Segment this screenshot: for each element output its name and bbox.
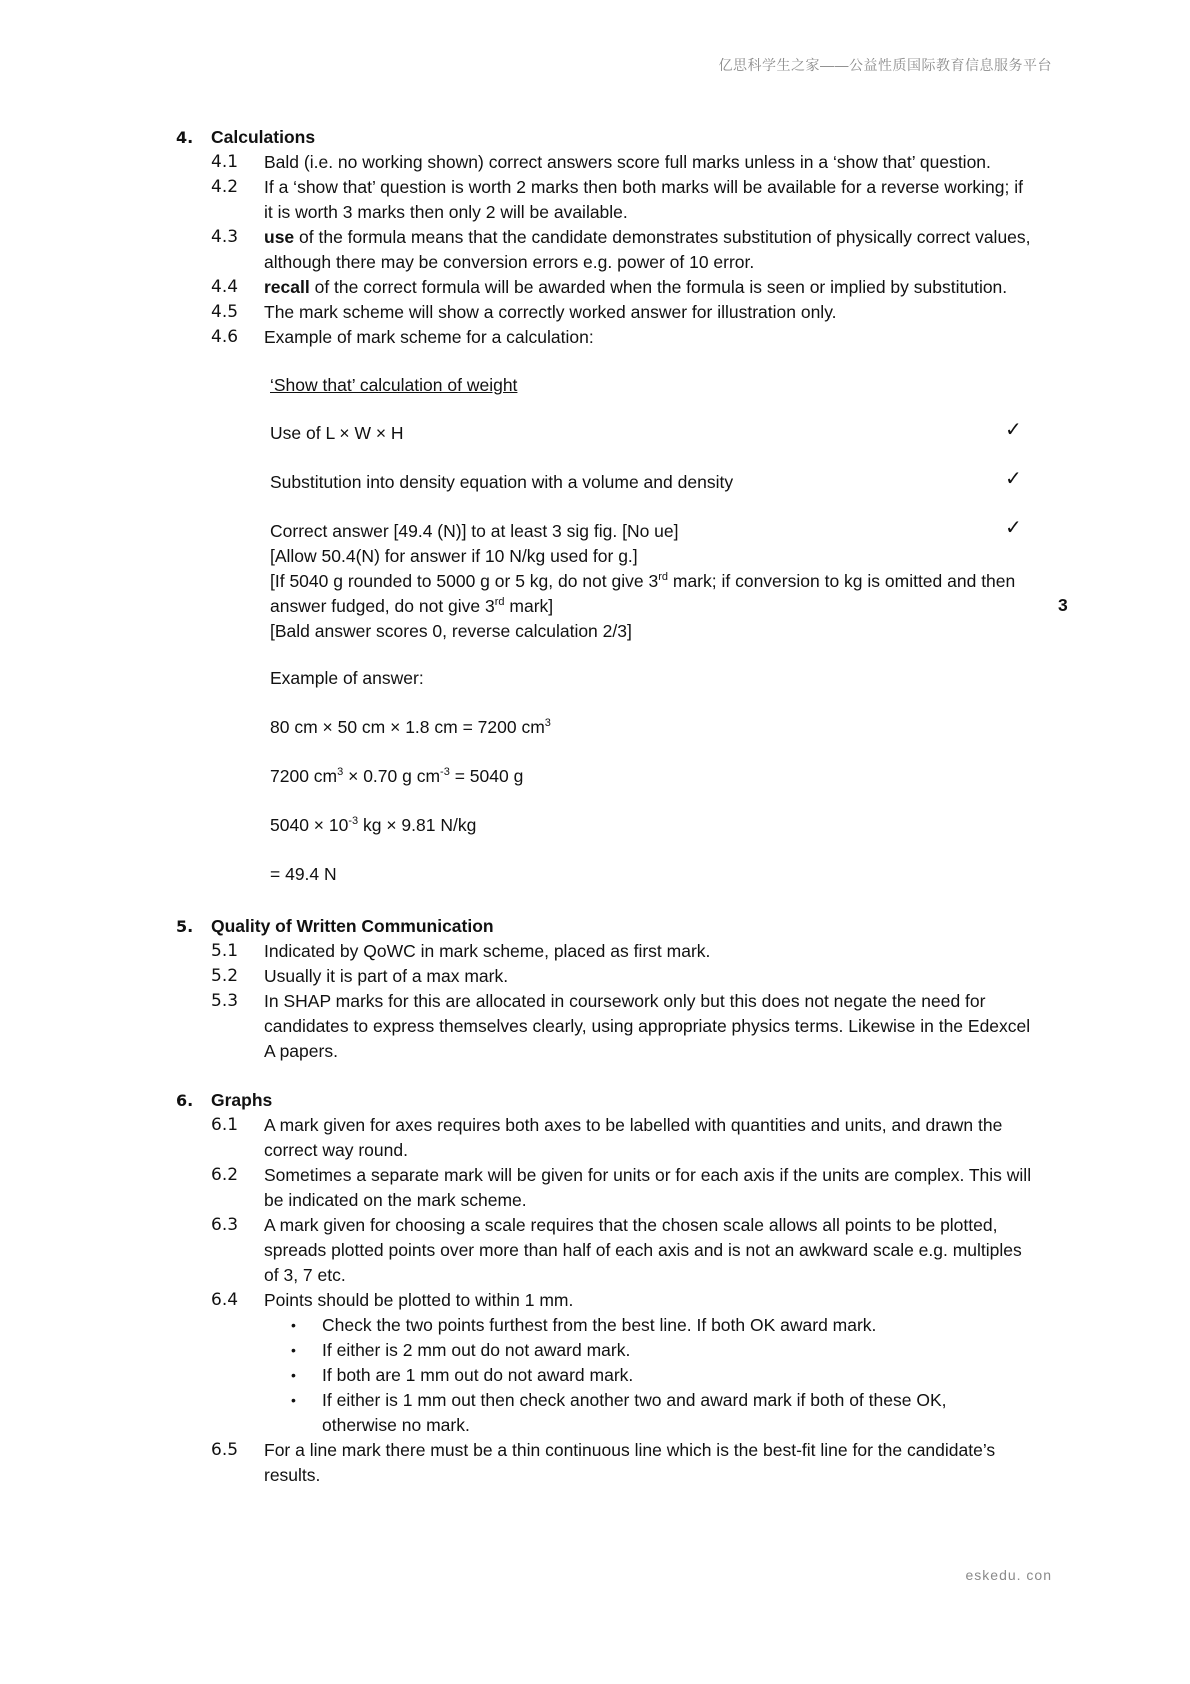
calc-line (270, 813, 1030, 838)
item-text: A mark given for axes requires both axes to be labelled with quantities and units, and drawn the correct way round. (264, 1115, 1003, 1160)
section-title: Graphs (211, 1090, 273, 1110)
text-part: 80 cm × 50 cm × 1.8 cm = 7200 cm (270, 717, 545, 737)
superscript: -3 (348, 815, 359, 828)
check-mark-icon: ✓ (1005, 419, 1022, 441)
item-text-rest: of the formula means that the candidate demonstrates substitution of physically correct values, although there may be conversion errors e.g. power of 10 error. (264, 227, 1031, 272)
item-number: 5.1 (211, 941, 239, 961)
bullet-item (291, 1313, 1022, 1338)
text-part: mark; if conversion to kg is omitted and then answer fudged, do not give 3 (270, 571, 1016, 616)
item-number: 4.4 (211, 277, 239, 297)
item-number: 4.3 (211, 227, 239, 247)
text-part: kg × 9.81 N/kg (358, 815, 477, 835)
item-number: 6.3 (211, 1215, 239, 1235)
list-item (176, 964, 1036, 989)
bold-term: use (264, 227, 295, 247)
item-number: 6.5 (211, 1440, 239, 1460)
superscript: -3 (440, 766, 450, 779)
item-text (264, 275, 1034, 300)
list-item (176, 225, 1036, 275)
item-number: 4.1 (211, 152, 239, 172)
text-part: = 5040 g (449, 766, 524, 786)
total-mark: 3 (1058, 595, 1068, 615)
item-text: In SHAP marks for this are allocated in coursework only but this does not negate the need for candidates to express themselves clearly, using appropriate physics terms. Likewise in the Edexcel A papers. (264, 991, 1031, 1061)
example-title-text: ‘Show that’ calculation of weight (270, 375, 518, 395)
item-text: Indicated by QoWC in mark scheme, placed as first mark. (264, 941, 711, 961)
list-item (176, 1213, 1036, 1288)
list-item (176, 989, 1036, 1064)
list-item (176, 939, 1036, 964)
item-text: The mark scheme will show a correctly worked answer for illustration only. (264, 302, 837, 322)
calc-line (270, 715, 1030, 740)
list-item (176, 325, 1036, 350)
item-number: 6.4 (211, 1290, 239, 1310)
calc-result: = 49.4 N (270, 864, 337, 884)
section-qowc (176, 914, 1036, 1064)
bullet-item (291, 1388, 1022, 1438)
item-text: Example of mark scheme for a calculation: (264, 327, 594, 347)
allow-line: [Allow 50.4(N) for answer if 10 N/kg used for g.] (270, 546, 638, 566)
section-graphs (176, 1088, 1036, 1488)
item-number: 5.3 (211, 991, 239, 1011)
bullet-icon: • (291, 1342, 296, 1358)
bullet-item (291, 1363, 1022, 1388)
superscript: rd (494, 596, 505, 609)
list-item (176, 175, 1036, 225)
bullet-item (291, 1338, 1022, 1363)
bullet-text: If either is 1 mm out then check another two and award mark if both of these OK, otherwise no mark. (322, 1390, 947, 1435)
list-item (176, 275, 1036, 300)
text-part: 7200 cm (270, 766, 338, 786)
section-title: Quality of Written Communication (211, 916, 494, 936)
item-text: Bald (i.e. no working shown) correct answers score full marks unless in a ‘show that’ question. (264, 152, 991, 172)
check-mark-icon: ✓ (1005, 517, 1022, 539)
calc-line (270, 764, 1030, 789)
item-text: For a line mark there must be a thin continuous line which is the best-fit line for the candidate’s results. (264, 1440, 996, 1485)
item-number: 6.2 (211, 1165, 239, 1185)
bald-line: [Bald answer scores 0, reverse calculation 2/3] (270, 621, 632, 641)
item-text (264, 225, 1034, 275)
text-part: × 0.70 g cm (343, 766, 441, 786)
bullet-text: If either is 2 mm out do not award mark. (322, 1340, 631, 1360)
bullet-icon: • (291, 1392, 296, 1408)
item-text: Sometimes a separate mark will be given for units or for each axis if the units are complex. This will be indicated on the mark scheme. (264, 1165, 1032, 1210)
bullet-icon: • (291, 1367, 296, 1383)
item-text: Points should be plotted to within 1 mm. (264, 1290, 574, 1310)
superscript: 3 (544, 717, 551, 730)
item-number: 4.5 (211, 302, 239, 322)
example-use-line: Use of L × W × H (270, 423, 404, 443)
item-number: 4.6 (211, 327, 239, 347)
item-number: 5.2 (211, 966, 239, 986)
section-heading (176, 1088, 1036, 1113)
list-item (176, 300, 1036, 325)
text-part: [If 5040 g rounded to 5000 g or 5 kg, do not give 3 (270, 571, 659, 591)
text-part: 5040 × 10 (270, 815, 349, 835)
bullet-text: Check the two points furthest from the best line. If both OK award mark. (322, 1315, 877, 1335)
superscript: rd (658, 571, 668, 584)
bullet-text: If both are 1 mm out do not award mark. (322, 1365, 634, 1385)
rounding-line (270, 569, 1030, 619)
section-title: Calculations (211, 127, 316, 147)
list-item (176, 1113, 1036, 1163)
bold-term: recall (264, 277, 310, 297)
answer-title: Example of answer: (270, 668, 424, 688)
item-text: If a ‘show that’ question is worth 2 marks then both marks will be available for a reverse working; if it is worth 3 marks then only 2 will be available. (264, 177, 1023, 222)
item-text-rest: of the correct formula will be awarded when the formula is seen or implied by substitution. (309, 277, 1008, 297)
page-header: 亿思科学生之家——公益性质国际教育信息服务平台 (718, 57, 1052, 73)
bullet-list (176, 1313, 1036, 1438)
section-number: 6. (176, 1091, 194, 1110)
list-item (176, 1163, 1036, 1213)
section-number: 5. (176, 917, 194, 936)
item-text: A mark given for choosing a scale requires that the chosen scale allows all points to be plotted, spreads plotted points over more than half of each axis and is not an awkward scale e.g. multiples of 3, 7 etc. (264, 1215, 1022, 1285)
page-footer: eskedu. con (965, 1567, 1052, 1583)
text-part: mark] (504, 596, 554, 616)
superscript: 3 (337, 766, 344, 779)
section-heading (176, 914, 1036, 939)
example-title (270, 373, 1030, 398)
item-number: 6.1 (211, 1115, 239, 1135)
item-number: 4.2 (211, 177, 239, 197)
check-mark-icon: ✓ (1005, 468, 1022, 490)
list-item (176, 150, 1036, 175)
item-text: Usually it is part of a max mark. (264, 966, 509, 986)
section-number: 4. (176, 128, 194, 147)
bullet-icon: • (291, 1317, 296, 1333)
correct-answer-line: Correct answer [49.4 (N)] to at least 3 sig fig. [No ue] (270, 521, 679, 541)
list-item (176, 1438, 1036, 1488)
section-heading (176, 125, 1036, 150)
list-item (176, 1288, 1036, 1313)
example-substitution-line: Substitution into density equation with a volume and density (270, 472, 734, 492)
example-correct-answer-block (270, 519, 1030, 644)
section-calculations (176, 125, 1036, 350)
